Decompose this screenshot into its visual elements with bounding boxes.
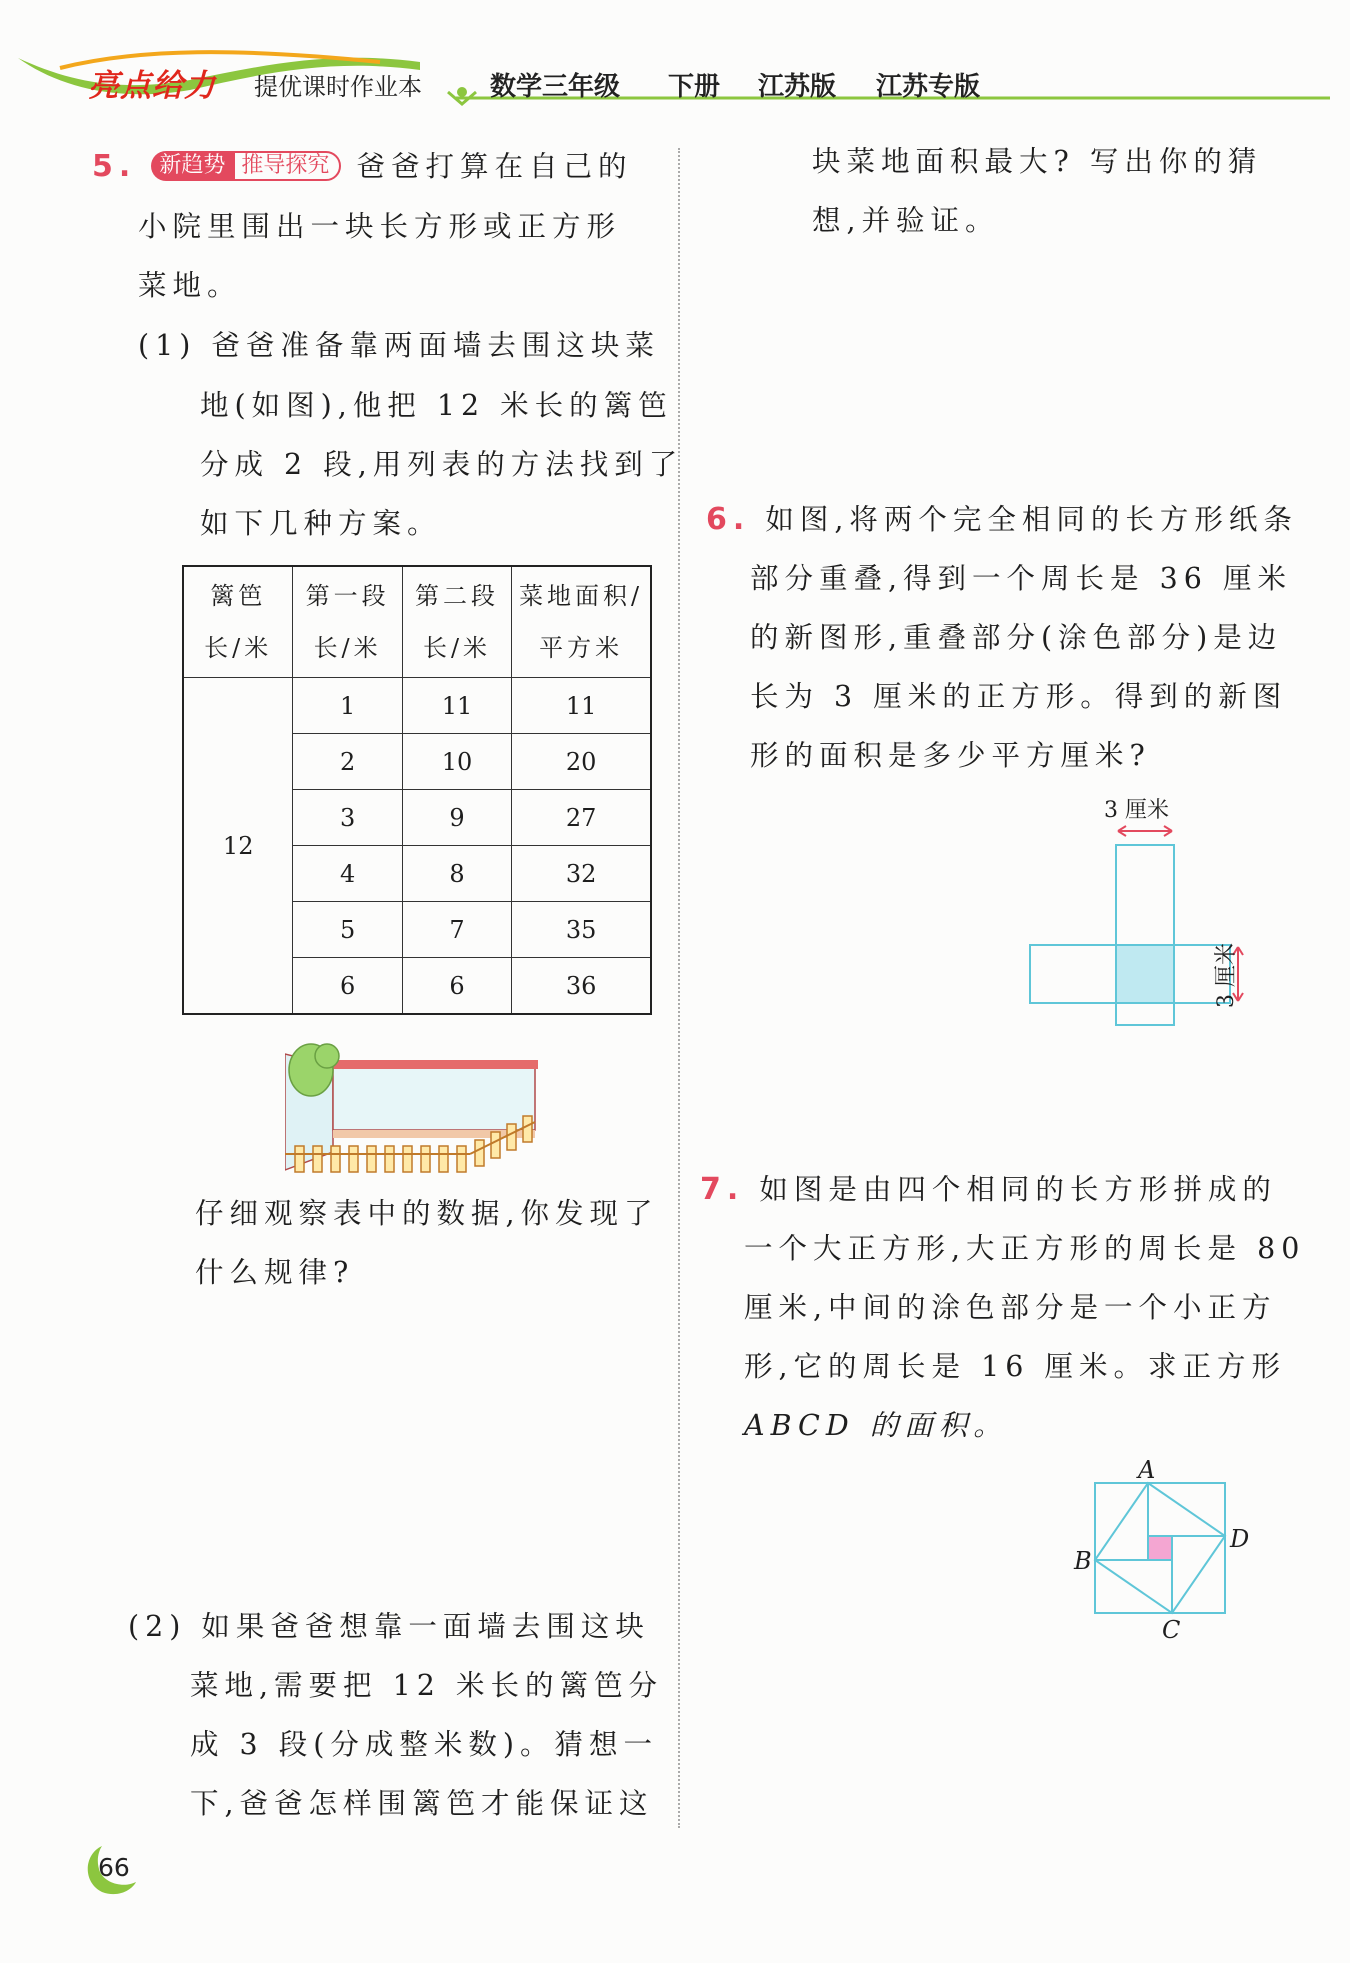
table-row xyxy=(183,678,651,734)
q6-line3: 的新图形,重叠部分(涂色部分)是边 xyxy=(750,621,1283,654)
q7-square-figure xyxy=(1090,1478,1230,1618)
q7-line1 xyxy=(700,1160,1277,1219)
table-cell: 20 xyxy=(512,734,651,790)
table-cell: 4 xyxy=(293,846,402,902)
table-cell: 11 xyxy=(512,678,651,734)
q5-stem-line3: 菜地。 xyxy=(138,269,242,302)
q7-label-c: C xyxy=(1162,1616,1181,1644)
table-cell: 27 xyxy=(512,790,651,846)
q6-number: 6. xyxy=(706,502,751,537)
q7-label-a: A xyxy=(1138,1456,1156,1484)
volume-label: 下册 xyxy=(668,72,721,102)
table-cell: 8 xyxy=(402,846,511,902)
q7-label-b: B xyxy=(1074,1547,1092,1575)
q6-label-side: 3 厘米 xyxy=(1214,943,1239,1008)
q6-line2: 部分重叠,得到一个周长是 36 厘米 xyxy=(750,562,1292,595)
q7-line1-text: 如图是由四个相同的长方形拼成的 xyxy=(759,1173,1277,1206)
column-divider xyxy=(678,148,680,1828)
table-cell: 10 xyxy=(402,734,511,790)
table-cell: 9 xyxy=(402,790,511,846)
fence-total-cell: 12 xyxy=(183,678,293,1015)
brand-logo-text: 亮点给力 xyxy=(88,68,216,104)
header-area: 菜地面积/ 平方米 xyxy=(512,566,651,678)
header-first-segment: 第一段 长/米 xyxy=(293,566,402,678)
q7-line4: 形,它的周长是 16 厘米。求正方形 xyxy=(744,1350,1286,1383)
q5-part1-line3: 分成 2 段,用列表的方法找到了 xyxy=(200,448,684,481)
table-cell: 5 xyxy=(293,902,402,958)
q5-part1-line4: 如下几种方案。 xyxy=(200,507,442,540)
table-cell: 2 xyxy=(293,734,402,790)
edition-label: 江苏版 xyxy=(758,72,837,102)
table-header-row xyxy=(183,566,651,678)
q7-line2: 一个大正方形,大正方形的周长是 80 xyxy=(744,1232,1306,1265)
table-cell: 7 xyxy=(402,902,511,958)
series-subtitle: 提优课时作业本 xyxy=(254,73,422,101)
q5-stem-line2: 小院里围出一块长方形或正方形 xyxy=(138,210,622,243)
q7-number: 7. xyxy=(700,1172,745,1207)
q6-label-top: 3 厘米 xyxy=(1104,798,1169,823)
table-cell: 6 xyxy=(402,958,511,1015)
q6-line5: 形的面积是多少平方厘米? xyxy=(750,739,1151,772)
q6-line1 xyxy=(706,490,1298,549)
q6-line4: 长为 3 厘米的正方形。得到的新图 xyxy=(750,680,1288,713)
page-number: 66 xyxy=(98,1853,130,1882)
table-cell: 32 xyxy=(512,846,651,902)
q5-observe-line2: 什么规律? xyxy=(195,1256,355,1289)
q7-line3: 厘米,中间的涂色部分是一个小正方 xyxy=(744,1291,1277,1324)
table-cell: 35 xyxy=(512,902,651,958)
header-second-segment: 第二段 长/米 xyxy=(402,566,511,678)
q7-line5: ABCD 的面积。 xyxy=(744,1409,1008,1442)
q5-part2-cont-line1: 块菜地面积最大? 写出你的猜 xyxy=(812,145,1263,178)
fence-plan-table xyxy=(182,565,652,1015)
q5-tag-trend: 新趋势 xyxy=(151,151,233,181)
q5-part2-cont-line2: 想,并验证。 xyxy=(812,204,1000,237)
table-cell: 11 xyxy=(402,678,511,734)
q5-part1-line2: 地(如图),他把 12 米长的篱笆 xyxy=(200,389,673,422)
table-cell: 36 xyxy=(512,958,651,1015)
q5-part2-line1: (2) 如果爸爸想靠一面墙去围这块 xyxy=(128,1610,650,1643)
q5-stem-line1: 爸爸打算在自己的 xyxy=(356,150,633,183)
q5-part2-line3: 成 3 段(分成整米数)。猜想一 xyxy=(190,1728,658,1761)
q5-part2-line2: 菜地,需要把 12 米长的篱笆分 xyxy=(190,1669,663,1702)
table-cell: 6 xyxy=(293,958,402,1015)
q5-number: 5. xyxy=(92,149,137,184)
q5-tag-derive: 推导探究 xyxy=(233,151,341,181)
q5-observe-line1: 仔细观察表中的数据,你发现了 xyxy=(195,1197,659,1230)
subject-label: 数学三年级 xyxy=(490,72,621,102)
q6-line1-text: 如图,将两个完全相同的长方形纸条 xyxy=(765,503,1298,536)
garden-fence-illustration xyxy=(285,1030,545,1180)
q7-label-d: D xyxy=(1230,1525,1250,1553)
q5-part2-line4: 下,爸爸怎样围篱笆才能保证这 xyxy=(190,1787,654,1820)
q5-part1-line1: (1) 爸爸准备靠两面墙去围这块菜 xyxy=(138,329,660,362)
table-cell: 3 xyxy=(293,790,402,846)
page-header xyxy=(0,0,1350,120)
header-fence-length: 篱笆 长/米 xyxy=(183,566,293,678)
q5-stem xyxy=(92,137,652,196)
table-cell: 1 xyxy=(293,678,402,734)
special-edition-label: 江苏专版 xyxy=(876,72,981,102)
